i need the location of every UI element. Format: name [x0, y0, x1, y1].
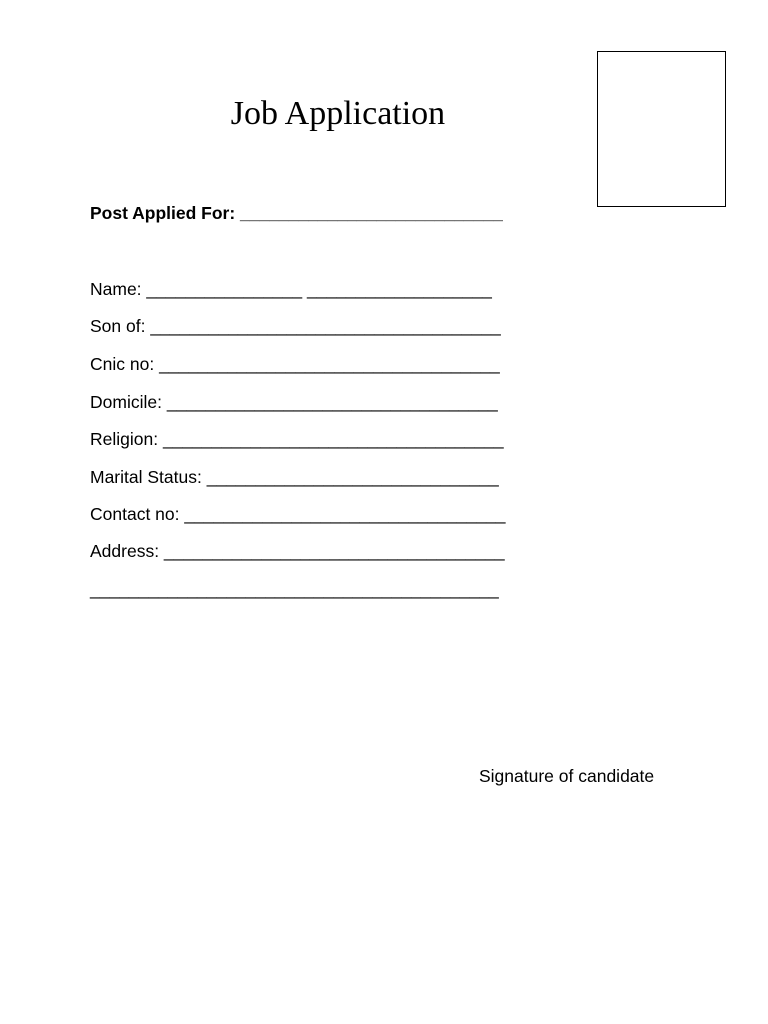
contact-row: [90, 503, 506, 525]
address-continuation-line[interactable]: __________________________________________: [90, 579, 499, 599]
signature-label: Signature of candidate: [479, 766, 655, 786]
name-label: Name:: [90, 279, 142, 299]
address-row: [90, 540, 505, 562]
domicile-row: [90, 391, 498, 413]
post-applied-row: [90, 202, 503, 224]
address-label: Address:: [90, 541, 160, 561]
post-applied-label: Post Applied For:: [90, 203, 236, 223]
post-applied-blank[interactable]: ___________________________: [235, 203, 503, 223]
document-title: Job Application: [230, 95, 446, 132]
son-of-label: Son of:: [90, 316, 146, 336]
domicile-blank[interactable]: __________________________________: [161, 392, 498, 412]
name-row: [90, 278, 492, 300]
contact-blank[interactable]: _________________________________: [179, 504, 506, 524]
marital-status-blank[interactable]: ______________________________: [201, 467, 499, 487]
name-blank[interactable]: ________________ ___________________: [141, 279, 492, 299]
address-blank[interactable]: ___________________________________: [159, 541, 505, 561]
son-of-blank[interactable]: ____________________________________: [145, 316, 501, 336]
contact-label: Contact no:: [90, 504, 180, 524]
religion-label: Religion:: [90, 429, 159, 449]
marital-status-row: [90, 466, 499, 488]
son-of-row: [90, 315, 501, 337]
religion-row: [90, 428, 504, 450]
domicile-label: Domicile:: [90, 392, 162, 412]
marital-status-label: Marital Status:: [90, 467, 202, 487]
religion-blank[interactable]: ___________________________________: [158, 429, 504, 449]
cnic-blank[interactable]: ___________________________________: [154, 354, 500, 374]
cnic-label: Cnic no:: [90, 354, 155, 374]
cnic-row: [90, 353, 500, 375]
